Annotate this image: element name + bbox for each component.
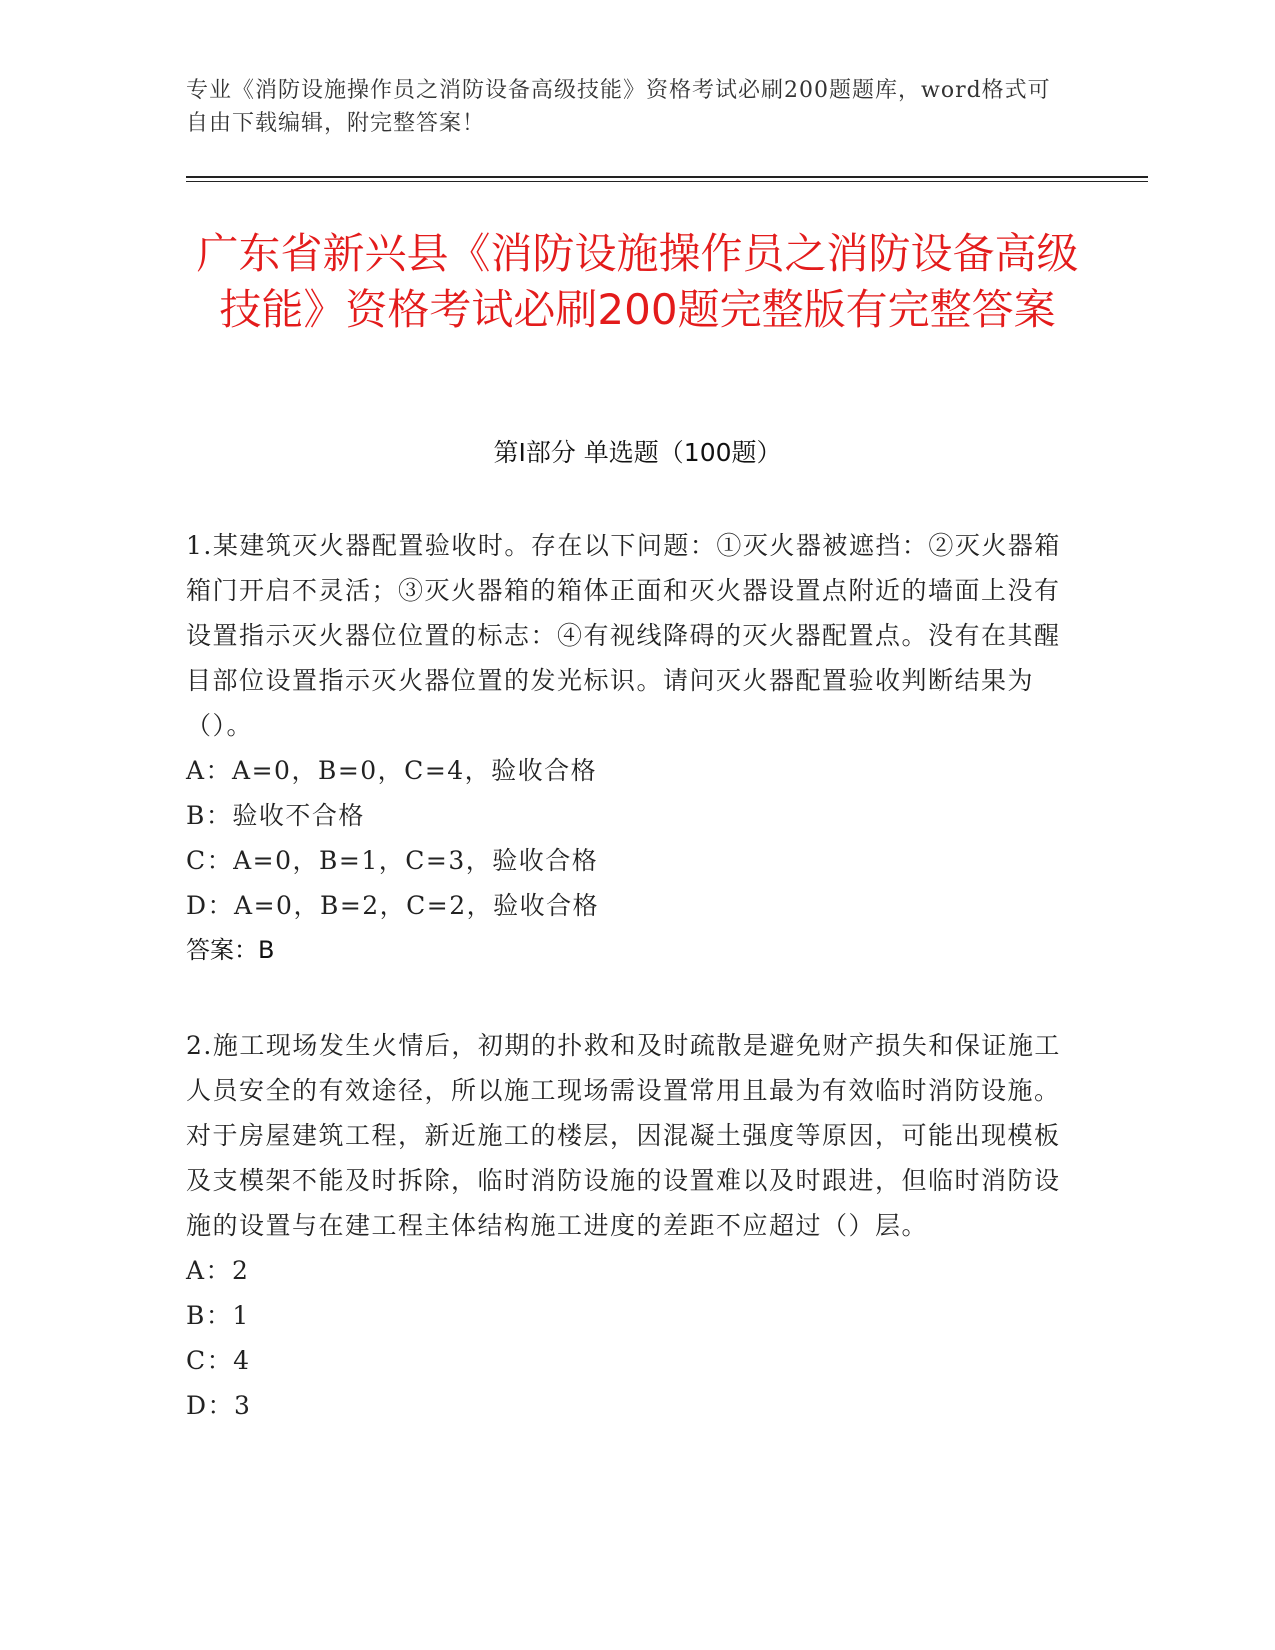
- option-d: D：3: [186, 1391, 252, 1420]
- question-stem: 2.施工现场发生火情后，初期的扑救和及时疏散是避免财产损失和保证施工人员安全的有效途径，所以施工现场需设置常用且最为有效临时消防设施。对于房屋建筑工程，新近施工的楼层，因混凝土强度等原因，可能出现模板及支模架不能及时拆除，临时消防设施的设置难以及时跟进，但临时消防设施的设置与在建工程主体结构施工进度的差距不应超过（）层。: [186, 1031, 1061, 1240]
- header-divider-thin: [186, 181, 1148, 182]
- header-note: 专业《消防设施操作员之消防设备高级技能》资格考试必刷200题题库，word格式可自由下载编辑，附完整答案！: [186, 78, 1051, 136]
- document-title: 广东省新兴县《消防设施操作员之消防设备高级技能》资格考试必刷200题完整版有完整答案: [196, 229, 1079, 334]
- header-divider-thick: [186, 176, 1148, 178]
- option-b: B：1: [186, 1301, 250, 1330]
- answer: 答案：B: [186, 936, 275, 964]
- question-stem: 1.某建筑灭火器配置验收时。存在以下问题：①灭火器被遮挡：②灭火器箱箱门开启不灵活；③灭火器箱的箱体正面和灭火器设置点附近的墙面上没有设置指示灭火器位位置的标志：④有视线降碍的灭火器配置点。没有在其醒目部位设置指示灭火器位置的发光标识。请问灭火器配置验收判断结果为（）。: [186, 531, 1061, 740]
- section-title: 第Ⅰ部分 单选题（100题）: [493, 438, 782, 467]
- option-d: D：A=0，B=2，C=2，验收合格: [186, 891, 600, 920]
- option-c: C：4: [186, 1346, 251, 1375]
- option-c: C：A=0，B=1，C=3，验收合格: [186, 846, 599, 875]
- question-2: [186, 1023, 1066, 1428]
- question-1: [186, 523, 1066, 973]
- option-a: A：2: [186, 1256, 250, 1285]
- option-b: B：验收不合格: [186, 801, 365, 830]
- option-a: A：A=0，B=0，C=4，验收合格: [186, 756, 598, 785]
